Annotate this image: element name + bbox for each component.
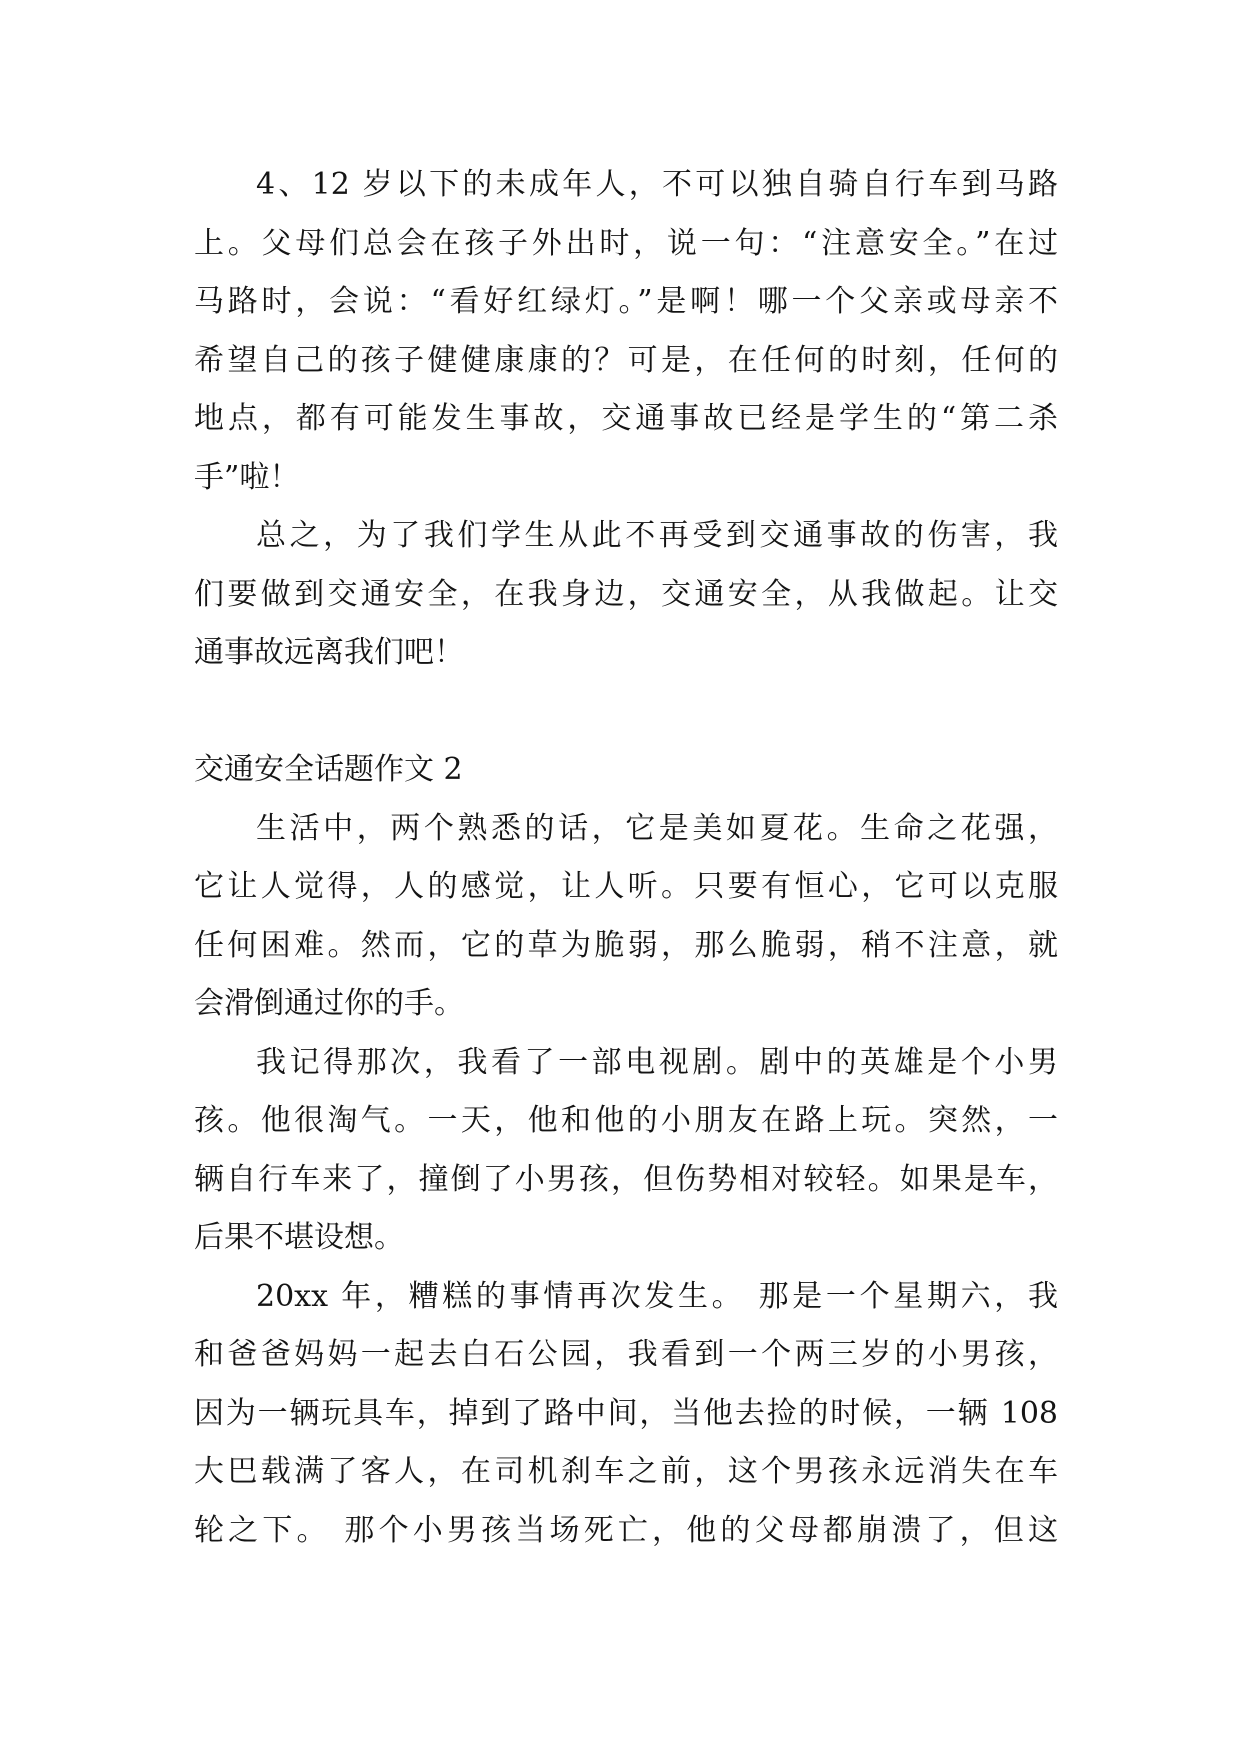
paragraph-line: 孩。他很淘气。一天，他和他的小朋友在路上玩。突然，一 [194, 1103, 1058, 1138]
paragraph-line: 轮之下。 那个小男孩当场死亡，他的父母都崩溃了，但这 [194, 1512, 1058, 1548]
paragraph-line: 任何困难。然而，它的草为脆弱，那么脆弱，稍不注意，就 [194, 927, 1058, 963]
paragraph-line: 们要做到交通安全，在我身边，交通安全，从我做起。让交 [194, 576, 1058, 612]
paragraph-line: 4、12 岁以下的未成年人，不可以独自骑自行车到马路 [256, 167, 1058, 202]
paragraph [194, 800, 1058, 1034]
paragraph-line: 会滑倒通过你的手。 [194, 986, 464, 1021]
paragraph [194, 507, 1058, 683]
paragraph-line: 后果不堪设想。 [194, 1220, 404, 1255]
paragraph-line: 马路时，会说：“看好红绿灯。”是啊！哪一个父亲或母亲不 [194, 284, 1058, 319]
section-heading: 交通安全话题作文 2 [194, 752, 463, 787]
paragraph-line: 上。父母们总会在孩子外出时，说一句：“注意安全。”在过 [194, 225, 1058, 261]
paragraph-line: 手”啦！ [194, 459, 300, 495]
paragraph-line: 通事故远离我们吧！ [194, 635, 464, 670]
paragraph-line: 和爸爸妈妈一起去白石公园，我看到一个两三岁的小男孩， [194, 1337, 1058, 1372]
document-body [194, 156, 1058, 1560]
paragraph [194, 1034, 1058, 1268]
blank-line [194, 683, 1058, 742]
paragraph-line: 我记得那次，我看了一部电视剧。剧中的英雄是个小男 [256, 1044, 1058, 1080]
paragraph-line: 地点，都有可能发生事故，交通事故已经是学生的“第二杀 [194, 401, 1058, 436]
paragraph-line: 生活中，两个熟悉的话，它是美如夏花。生命之花强， [256, 810, 1058, 846]
paragraph-line: 20xx 年，糟糕的事情再次发生。 那是一个星期六，我 [256, 1278, 1058, 1314]
paragraph-line: 它让人觉得，人的感觉，让人听。只要有恒心，它可以克服 [194, 869, 1058, 904]
paragraph-line: 大巴载满了客人，在司机刹车之前，这个男孩永远消失在车 [194, 1454, 1058, 1489]
paragraph-line: 希望自己的孩子健健康康的？可是，在任何的时刻，任何的 [194, 342, 1058, 378]
paragraph [194, 156, 1058, 507]
paragraph-line: 因为一辆玩具车，掉到了路中间，当他去捡的时候，一辆 108 [194, 1395, 1058, 1431]
paragraph-line: 辆自行车来了，撞倒了小男孩，但伤势相对较轻。如果是车， [194, 1161, 1058, 1197]
paragraph-line: 总之，为了我们学生从此不再受到交通事故的伤害，我 [256, 518, 1058, 553]
paragraph [194, 1268, 1058, 1561]
